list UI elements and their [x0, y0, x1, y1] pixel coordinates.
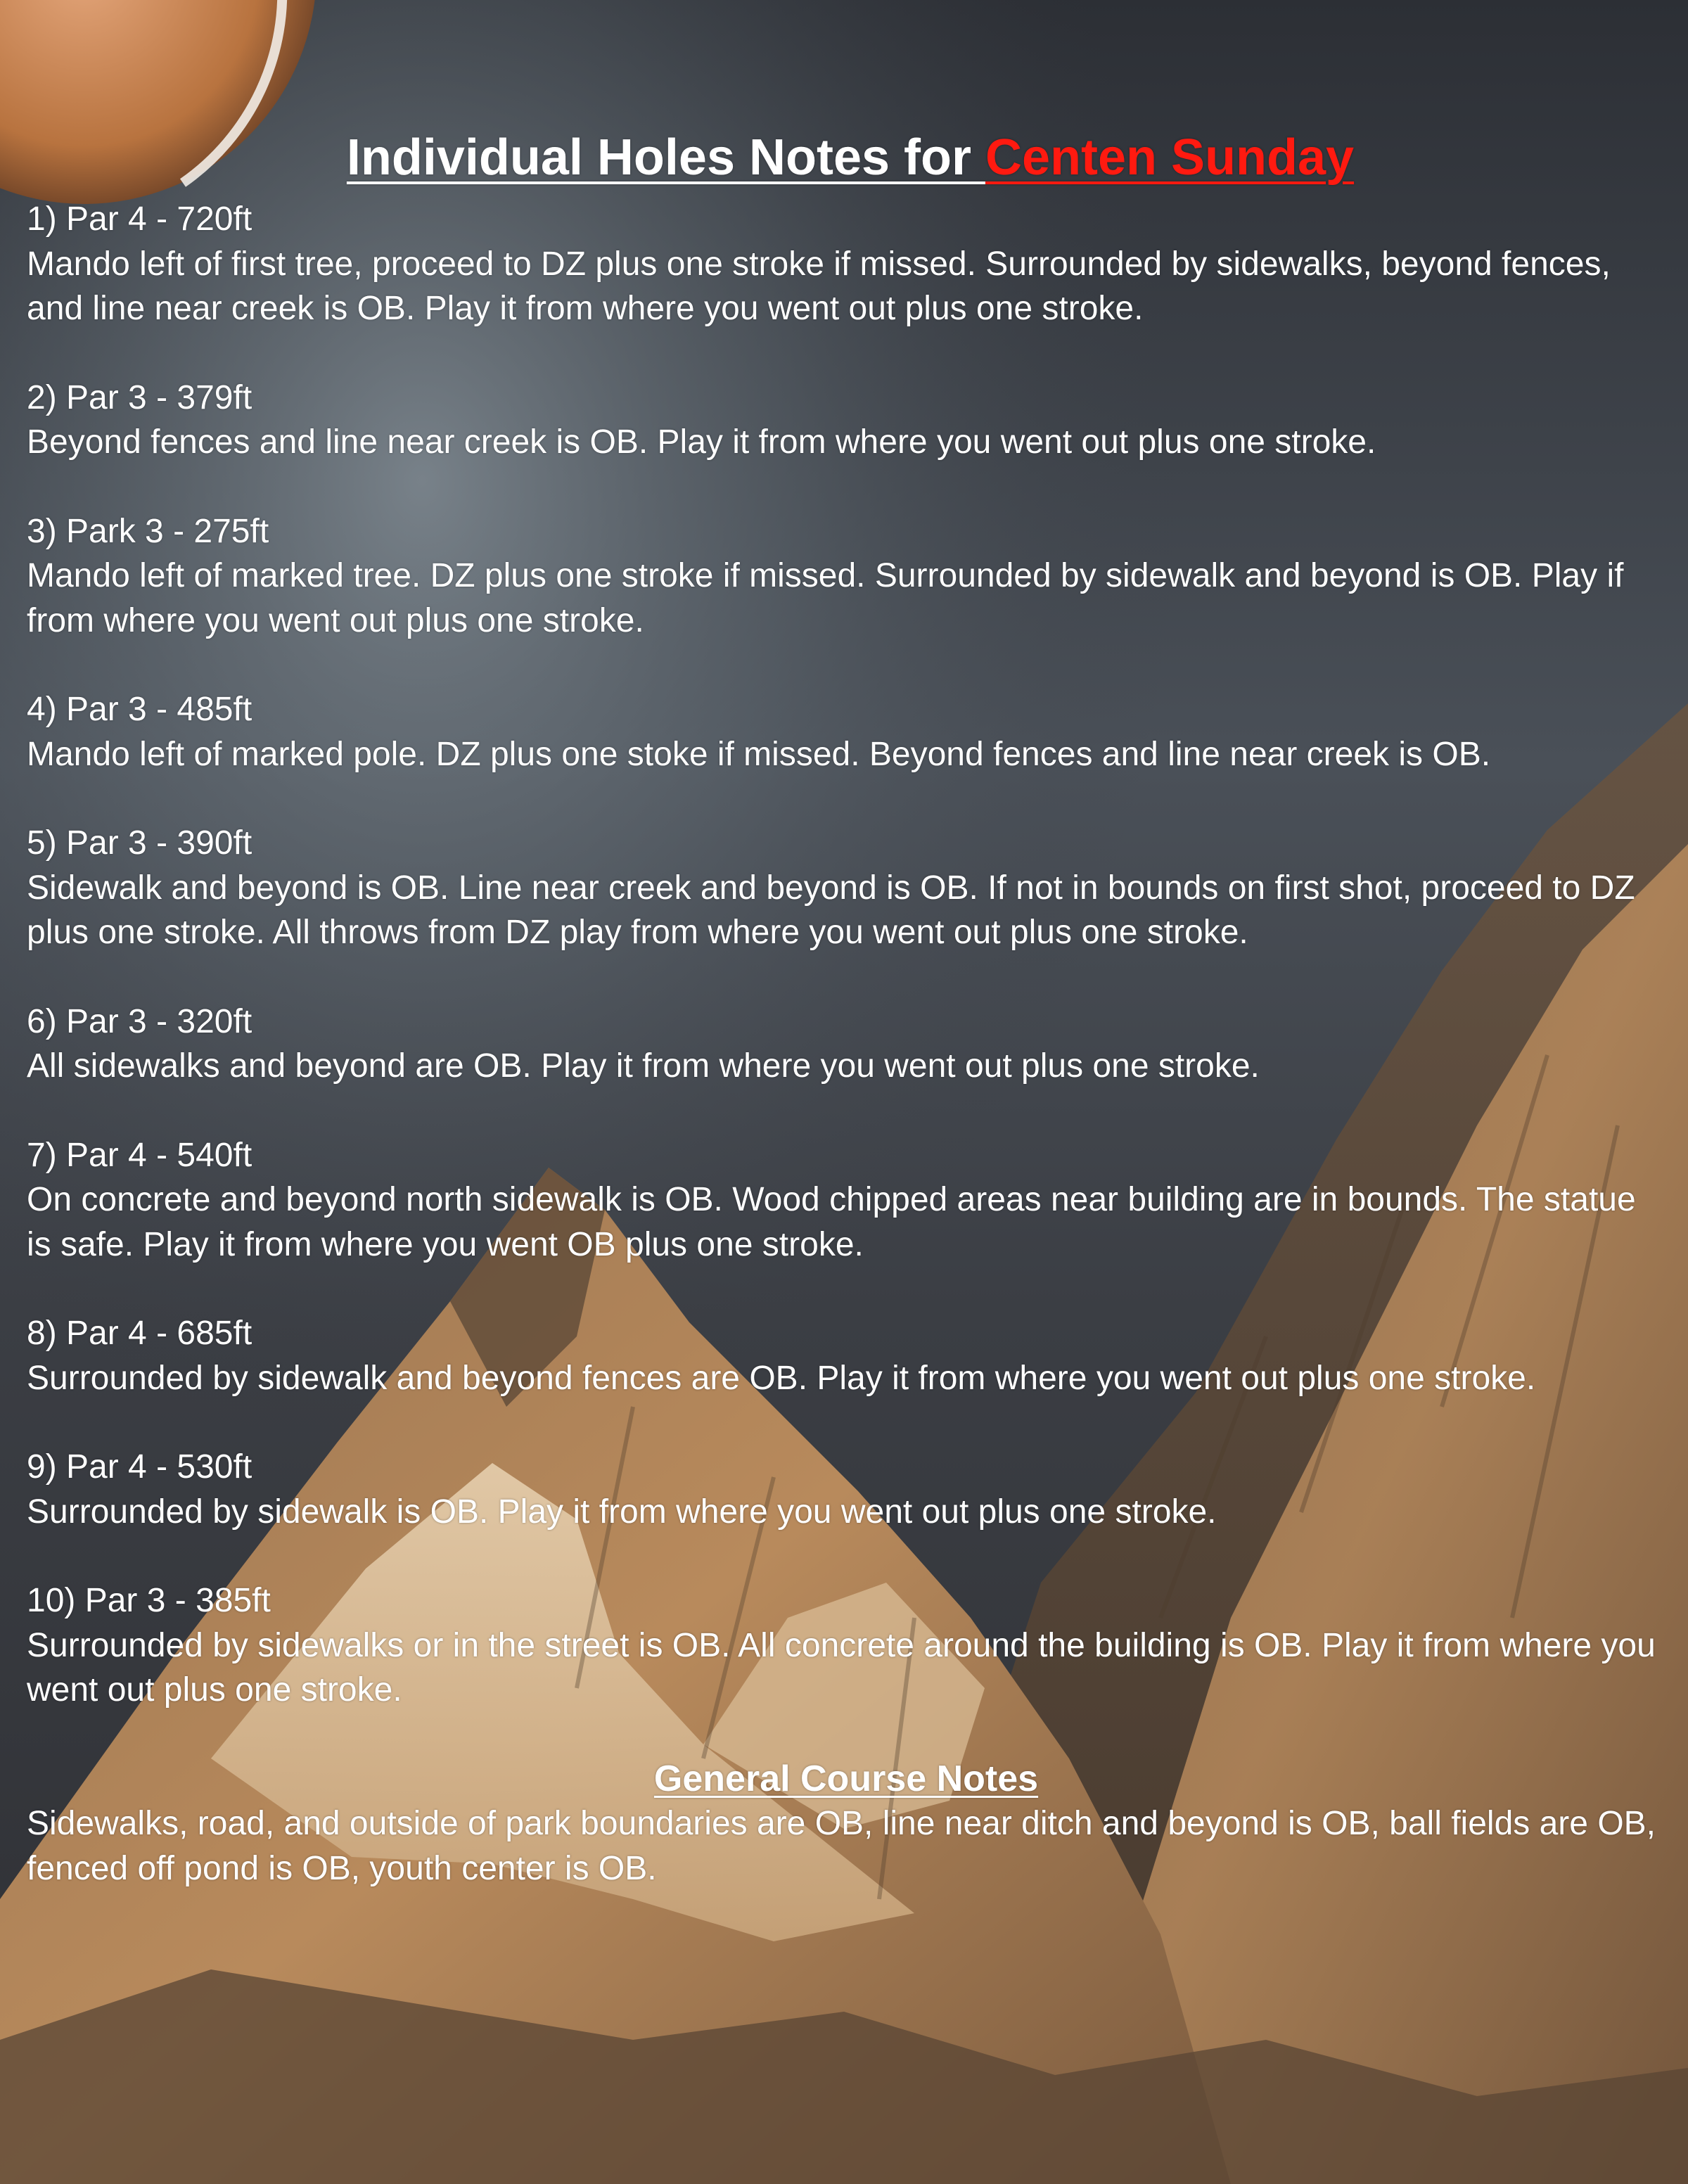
hole-note	[27, 1578, 1665, 1713]
general-notes-text: Sidewalks, road, and outside of park boundaries are OB, line near ditch and beyond is OB, ball fields are OB, fenced off pond is OB, youth center is OB.	[27, 1805, 1656, 1887]
hole-note	[27, 509, 1665, 644]
hole-note	[27, 687, 1665, 777]
hole-note	[27, 376, 1665, 465]
hole-note	[27, 1445, 1665, 1534]
hole-description: Surrounded by sidewalk and beyond fences are OB. Play it from where you went out plus one stroke.	[27, 1359, 1536, 1397]
hole-description: Beyond fences and line near creek is OB. Play it from where you went out plus one stroke.	[27, 423, 1376, 461]
hole-note	[27, 1000, 1665, 1089]
hole-heading: 5) Par 3 - 390ft	[27, 824, 252, 862]
hole-heading: 2) Par 3 - 379ft	[27, 378, 252, 416]
page-title	[27, 118, 1665, 197]
hole-description: Surrounded by sidewalks or in the street is OB. All concrete around the building is OB. Play it from where you went out plus one stroke.	[27, 1626, 1656, 1709]
hole-note	[27, 197, 1665, 331]
hole-description: Mando left of marked tree. DZ plus one stroke if missed. Surrounded by sidewalk and beyond is OB. Play if from where you went out plus one stroke.	[27, 557, 1624, 639]
hole-description: Mando left of marked pole. DZ plus one stoke if missed. Beyond fences and line near creek is OB.	[27, 735, 1491, 773]
hole-note	[27, 1133, 1665, 1267]
general-notes-title-text: General Course Notes	[653, 1758, 1039, 1799]
hole-description: Mando left of first tree, proceed to DZ plus one stroke if missed. Surrounded by sidewalks, beyond fences, and line near creek is OB. Play it from where you went out plus one stroke.	[27, 245, 1611, 327]
document-body	[27, 118, 1665, 1891]
hole-note	[27, 1311, 1665, 1400]
general-notes-title	[27, 1757, 1665, 1802]
hole-description: All sidewalks and beyond are OB. Play it from where you went out plus one stroke.	[27, 1047, 1260, 1085]
hole-heading: 1) Par 4 - 720ft	[27, 200, 252, 238]
hole-heading: 3) Park 3 - 275ft	[27, 512, 269, 550]
hole-description: Surrounded by sidewalk is OB. Play it from where you went out plus one stroke.	[27, 1493, 1217, 1531]
hole-note	[27, 821, 1665, 955]
hole-heading: 7) Par 4 - 540ft	[27, 1136, 252, 1174]
hole-description: Sidewalk and beyond is OB. Line near creek and beyond is OB. If not in bounds on first shot, proceed to DZ plus one stroke. All throws from DZ play from where you went out plus one stroke.	[27, 869, 1635, 951]
hole-heading: 8) Par 4 - 685ft	[27, 1315, 252, 1352]
hole-description: On concrete and beyond north sidewalk is OB. Wood chipped areas near building are in bounds. The statue is safe. Play it from where you went OB plus one stroke.	[27, 1181, 1636, 1263]
hole-heading: 10) Par 3 - 385ft	[27, 1582, 271, 1619]
hole-heading: 4) Par 3 - 485ft	[27, 691, 252, 728]
general-notes	[27, 1757, 1665, 1891]
hole-heading: 6) Par 3 - 320ft	[27, 1002, 252, 1040]
course-name: Centen Sunday	[985, 129, 1355, 186]
hole-heading: 9) Par 4 - 530ft	[27, 1448, 252, 1486]
title-prefix: Individual Holes Notes for	[346, 129, 986, 186]
